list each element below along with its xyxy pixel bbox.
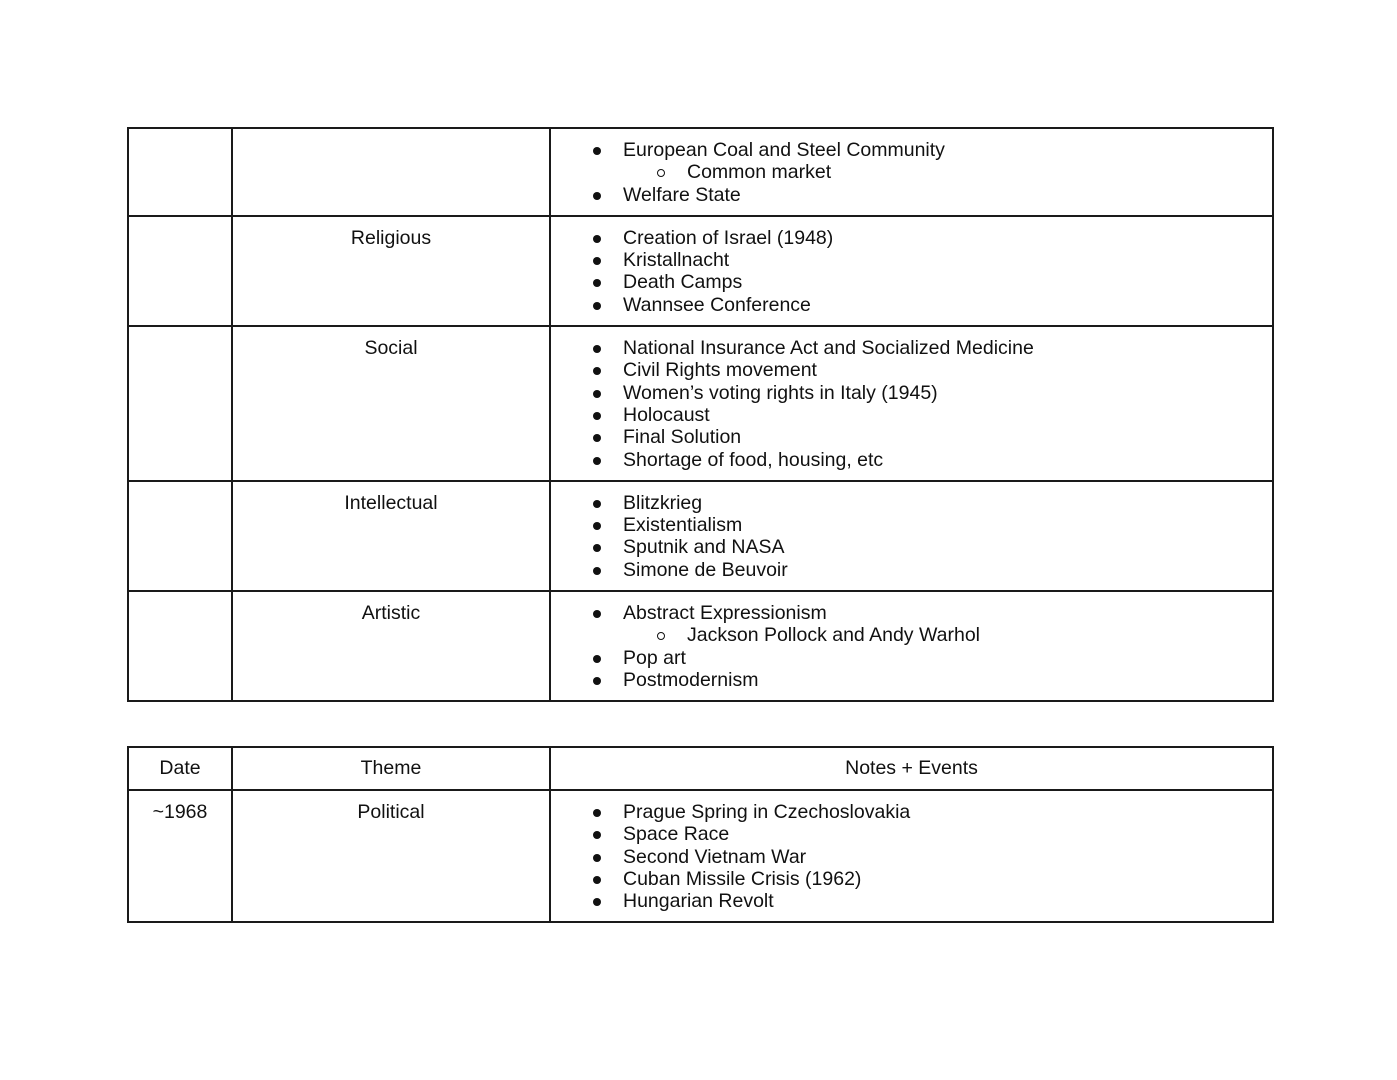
table-header-row <box>128 747 1273 790</box>
table-row <box>128 128 1273 216</box>
bullet-item: Creation of Israel (1948) <box>551 227 1272 249</box>
bullet-list <box>551 602 1272 691</box>
bullet-item: Hungarian Revolt <box>551 890 1272 912</box>
date-cell <box>128 326 232 481</box>
date-cell <box>128 128 232 216</box>
bullet-list <box>551 227 1272 316</box>
notes-cell <box>550 481 1273 591</box>
theme-cell: Intellectual <box>232 481 550 591</box>
theme-cell: Religious <box>232 216 550 326</box>
theme-cell: Artistic <box>232 591 550 701</box>
table-row <box>128 326 1273 481</box>
date-cell <box>128 216 232 326</box>
bullet-item: Welfare State <box>551 184 1272 206</box>
notes-cell <box>550 216 1273 326</box>
bullet-item: Death Camps <box>551 271 1272 293</box>
bullet-item: Pop art <box>551 647 1272 669</box>
theme-cell: Social <box>232 326 550 481</box>
sub-bullet-item: Common market <box>551 161 1272 183</box>
notes-table-continued <box>127 127 1274 702</box>
bullet-item: Postmodernism <box>551 669 1272 691</box>
bullet-item: Kristallnacht <box>551 249 1272 271</box>
bullet-list <box>551 492 1272 581</box>
date-cell <box>128 591 232 701</box>
column-header-date: Date <box>128 747 232 790</box>
bullet-list <box>551 337 1272 471</box>
date-cell <box>128 481 232 591</box>
theme-cell: Political <box>232 790 550 922</box>
bullet-item: Simone de Beuvoir <box>551 559 1272 581</box>
column-header-theme: Theme <box>232 747 550 790</box>
notes-cell <box>550 790 1273 922</box>
table-row <box>128 591 1273 701</box>
date-cell: ~1968 <box>128 790 232 922</box>
bullet-item: Women’s voting rights in Italy (1945) <box>551 382 1272 404</box>
bullet-item: Cuban Missile Crisis (1962) <box>551 868 1272 890</box>
bullet-item: Holocaust <box>551 404 1272 426</box>
bullet-item: Abstract Expressionism <box>551 602 1272 624</box>
bullet-item: Shortage of food, housing, etc <box>551 449 1272 471</box>
sub-bullet-item: Jackson Pollock and Andy Warhol <box>551 624 1272 646</box>
column-header-notes: Notes + Events <box>550 747 1273 790</box>
table-row <box>128 481 1273 591</box>
bullet-item: Prague Spring in Czechoslovakia <box>551 801 1272 823</box>
table-body <box>128 747 1273 922</box>
notes-table-1968 <box>127 746 1274 923</box>
bullet-item: Blitzkrieg <box>551 492 1272 514</box>
table-row <box>128 216 1273 326</box>
bullet-item: Final Solution <box>551 426 1272 448</box>
notes-cell <box>550 591 1273 701</box>
theme-cell <box>232 128 550 216</box>
bullet-item: Existentialism <box>551 514 1272 536</box>
bullet-item: Second Vietnam War <box>551 846 1272 868</box>
notes-cell <box>550 326 1273 481</box>
bullet-item: Space Race <box>551 823 1272 845</box>
bullet-item: European Coal and Steel Community <box>551 139 1272 161</box>
bullet-item: Civil Rights movement <box>551 359 1272 381</box>
notes-cell <box>550 128 1273 216</box>
table-body <box>128 128 1273 701</box>
bullet-list <box>551 139 1272 206</box>
bullet-item: Wannsee Conference <box>551 294 1272 316</box>
table-row <box>128 790 1273 922</box>
bullet-item: Sputnik and NASA <box>551 536 1272 558</box>
bullet-item: National Insurance Act and Socialized Medicine <box>551 337 1272 359</box>
bullet-list <box>551 801 1272 912</box>
